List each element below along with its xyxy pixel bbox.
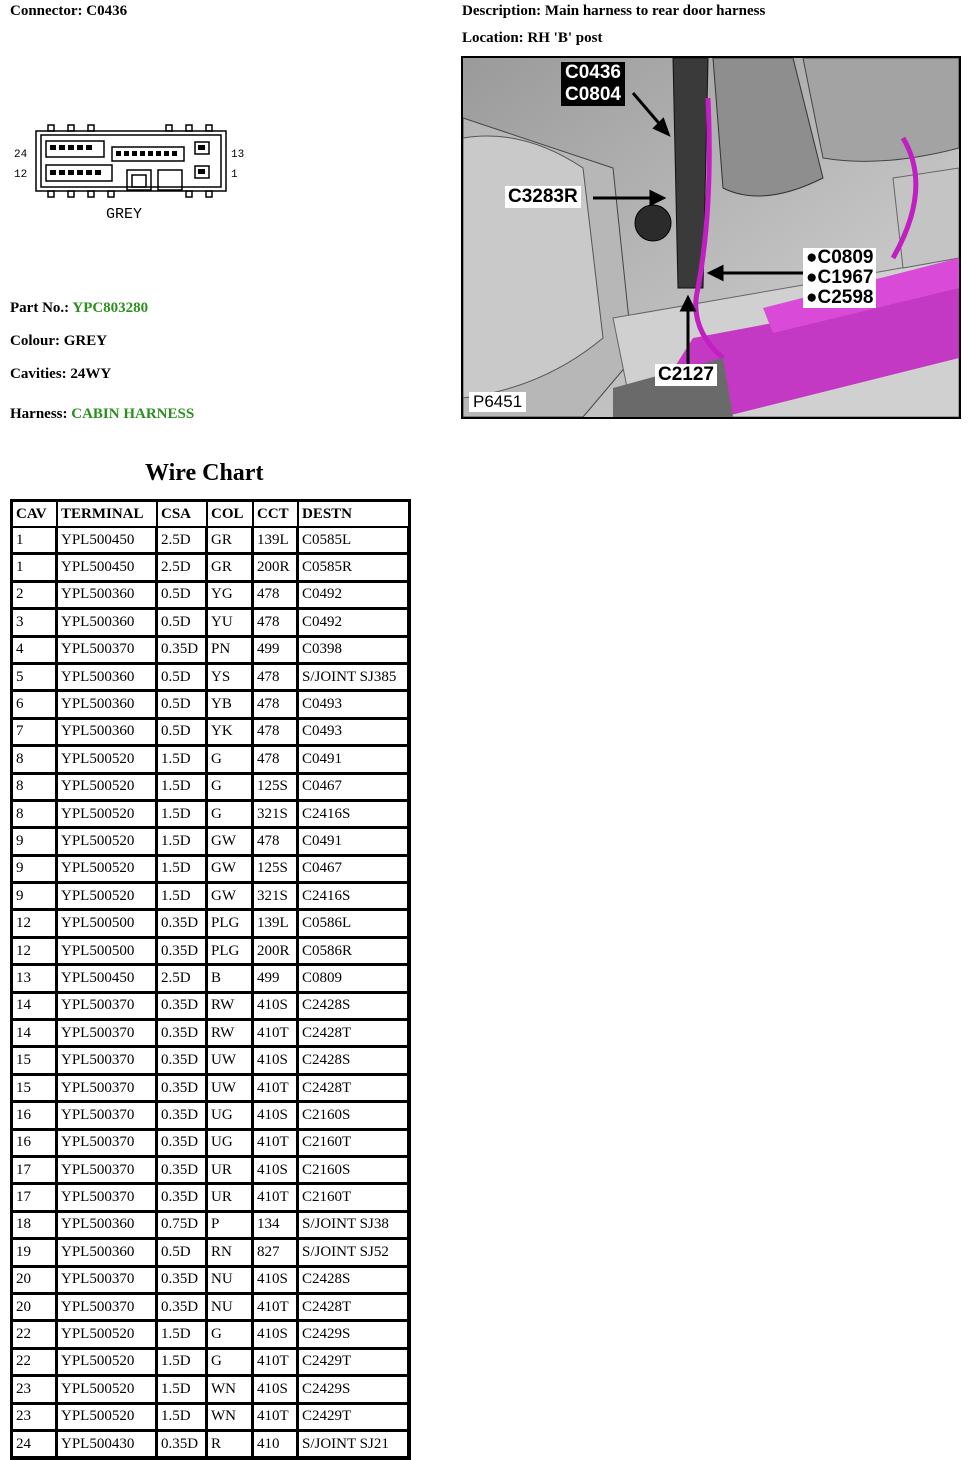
table-cell: YPL500360 xyxy=(57,691,157,718)
table-cell: 0.35D xyxy=(157,1020,207,1047)
table-cell: 8 xyxy=(12,774,57,801)
table-cell: YPL500370 xyxy=(57,637,157,664)
part-no-line xyxy=(10,300,148,317)
table-cell: 0.35D xyxy=(157,637,207,664)
table-cell: RW xyxy=(207,993,253,1020)
table-cell: 0.35D xyxy=(157,1075,207,1102)
pin-1-label: 1 xyxy=(231,169,238,181)
table-cell: 125S xyxy=(253,774,298,801)
table-cell: 20 xyxy=(12,1267,57,1294)
table-row xyxy=(12,1321,409,1348)
table-cell: 0.35D xyxy=(157,910,207,937)
harness-label: Harness: xyxy=(10,406,68,422)
location-value: RH 'B' post xyxy=(527,30,603,46)
table-cell: 0.5D xyxy=(157,719,207,746)
pin-12-label: 12 xyxy=(14,169,28,181)
table-cell: 6 xyxy=(12,691,57,718)
table-row xyxy=(12,664,409,691)
table-row xyxy=(12,527,409,554)
table-cell: 23 xyxy=(12,1404,57,1431)
table-row xyxy=(12,965,409,992)
table-cell: 0.5D xyxy=(157,609,207,636)
table-cell: C0493 xyxy=(298,691,409,718)
table-cell: 0.35D xyxy=(157,1267,207,1294)
table-cell: C2160S xyxy=(298,1157,409,1184)
callout-c3283r: C3283R xyxy=(505,186,581,208)
table-cell: 410S xyxy=(253,993,298,1020)
table-row xyxy=(12,609,409,636)
table-cell: 1.5D xyxy=(157,774,207,801)
table-cell: 1 xyxy=(12,554,57,581)
table-cell: YPL500520 xyxy=(57,1404,157,1431)
table-cell: YPL500520 xyxy=(57,801,157,828)
table-cell: 5 xyxy=(12,664,57,691)
table-cell: YPL500520 xyxy=(57,746,157,773)
table-cell: C2416S xyxy=(298,801,409,828)
table-cell: 827 xyxy=(253,1239,298,1266)
table-cell: YPL500520 xyxy=(57,856,157,883)
description-value: Main harness to rear door harness xyxy=(544,3,766,19)
table-cell: NU xyxy=(207,1294,253,1321)
table-cell: C2429S xyxy=(298,1376,409,1403)
table-cell: B xyxy=(207,965,253,992)
table-row xyxy=(12,828,409,855)
table-row xyxy=(12,1349,409,1376)
table-cell: 2.5D xyxy=(157,965,207,992)
connector-face-diagram xyxy=(12,120,252,228)
table-cell: RN xyxy=(207,1239,253,1266)
table-row xyxy=(12,637,409,664)
wire-chart-table xyxy=(10,499,411,1460)
table-cell: 1.5D xyxy=(157,746,207,773)
pin-13-label: 13 xyxy=(231,149,245,161)
table-row xyxy=(12,1267,409,1294)
harness-line xyxy=(10,406,194,423)
table-cell: 410S xyxy=(253,1102,298,1129)
column-header: CAV xyxy=(12,501,57,527)
table-cell: GR xyxy=(207,527,253,554)
table-cell: 0.35D xyxy=(157,938,207,965)
table-cell: 478 xyxy=(253,582,298,609)
table-cell: 0.5D xyxy=(157,1239,207,1266)
table-cell: 0.35D xyxy=(157,1294,207,1321)
table-row xyxy=(12,1130,409,1157)
table-cell: PN xyxy=(207,637,253,664)
table-cell: C0586L xyxy=(298,910,409,937)
table-cell: YPL500520 xyxy=(57,883,157,910)
connector-colour-text: GREY xyxy=(106,206,143,223)
table-cell: C2428T xyxy=(298,1294,409,1321)
callout-c0809: ●C0809 xyxy=(806,247,874,268)
table-cell: G xyxy=(207,801,253,828)
table-cell: 499 xyxy=(253,637,298,664)
table-cell: 17 xyxy=(12,1157,57,1184)
table-cell: NU xyxy=(207,1267,253,1294)
table-cell: 8 xyxy=(12,746,57,773)
table-cell: 8 xyxy=(12,801,57,828)
table-cell: WN xyxy=(207,1376,253,1403)
table-cell: 16 xyxy=(12,1102,57,1129)
table-cell: 410S xyxy=(253,1376,298,1403)
table-row xyxy=(12,719,409,746)
table-cell: 0.35D xyxy=(157,1157,207,1184)
table-cell: C0467 xyxy=(298,774,409,801)
table-cell: C2416S xyxy=(298,883,409,910)
table-cell: RW xyxy=(207,1020,253,1047)
callout-group-right xyxy=(803,248,876,308)
location-label: Location: xyxy=(462,30,524,46)
table-cell: PLG xyxy=(207,938,253,965)
table-cell: 0.35D xyxy=(157,993,207,1020)
table-cell: 1 xyxy=(12,527,57,554)
table-cell: WN xyxy=(207,1404,253,1431)
table-cell: 20 xyxy=(12,1294,57,1321)
table-cell: 1.5D xyxy=(157,883,207,910)
table-row xyxy=(12,1294,409,1321)
table-cell: C2429T xyxy=(298,1404,409,1431)
colour-value: GREY xyxy=(63,333,108,349)
table-cell: C2428S xyxy=(298,1047,409,1074)
connector-label: Connector: xyxy=(10,3,83,19)
table-cell: C0585L xyxy=(298,527,409,554)
table-cell: YPL500360 xyxy=(57,1239,157,1266)
table-row xyxy=(12,1020,409,1047)
table-cell: C0492 xyxy=(298,582,409,609)
table-row xyxy=(12,801,409,828)
column-header: CCT xyxy=(253,501,298,527)
cavities-label: Cavities: xyxy=(10,366,67,382)
table-cell: YPL500360 xyxy=(57,1212,157,1239)
table-cell: UG xyxy=(207,1102,253,1129)
table-cell: C2428T xyxy=(298,1020,409,1047)
table-cell: G xyxy=(207,1321,253,1348)
table-cell: 478 xyxy=(253,691,298,718)
callout-c0804: C0804 xyxy=(565,84,621,105)
table-cell: 1.5D xyxy=(157,1376,207,1403)
table-cell: YPL500450 xyxy=(57,965,157,992)
table-cell: YPL500360 xyxy=(57,582,157,609)
table-cell: YPL500370 xyxy=(57,1294,157,1321)
table-row xyxy=(12,746,409,773)
table-cell: 1.5D xyxy=(157,1321,207,1348)
table-cell: YPL500520 xyxy=(57,828,157,855)
table-cell: 410S xyxy=(253,1321,298,1348)
table-cell: 23 xyxy=(12,1376,57,1403)
table-row xyxy=(12,910,409,937)
table-cell: YPL500370 xyxy=(57,1184,157,1211)
table-cell: C0492 xyxy=(298,609,409,636)
table-cell: 410T xyxy=(253,1349,298,1376)
table-cell: 9 xyxy=(12,828,57,855)
table-cell: C0809 xyxy=(298,965,409,992)
table-cell: 125S xyxy=(253,856,298,883)
table-cell: 22 xyxy=(12,1321,57,1348)
table-cell: C0585R xyxy=(298,554,409,581)
table-cell: 410T xyxy=(253,1294,298,1321)
table-cell: 1.5D xyxy=(157,1349,207,1376)
table-cell: YPL500360 xyxy=(57,609,157,636)
table-cell: 410T xyxy=(253,1184,298,1211)
table-row xyxy=(12,691,409,718)
table-cell: C2429S xyxy=(298,1321,409,1348)
table-cell: 321S xyxy=(253,883,298,910)
table-cell: YS xyxy=(207,664,253,691)
table-cell: S/JOINT SJ385 xyxy=(298,664,409,691)
table-cell: C2160T xyxy=(298,1184,409,1211)
column-header: TERMINAL xyxy=(57,501,157,527)
table-cell: YPL500520 xyxy=(57,1349,157,1376)
table-cell: 7 xyxy=(12,719,57,746)
table-cell: 15 xyxy=(12,1047,57,1074)
photo-id: P6451 xyxy=(469,392,526,412)
table-cell: 0.35D xyxy=(157,1047,207,1074)
table-cell: 24 xyxy=(12,1431,57,1458)
table-cell: 0.35D xyxy=(157,1130,207,1157)
table-cell: UW xyxy=(207,1047,253,1074)
table-row xyxy=(12,774,409,801)
table-row xyxy=(12,1075,409,1102)
callout-c0436-c0804 xyxy=(561,62,625,106)
callout-c1967: ●C1967 xyxy=(806,267,874,288)
table-cell: C2160S xyxy=(298,1102,409,1129)
table-cell: 2.5D xyxy=(157,554,207,581)
table-cell: C0586R xyxy=(298,938,409,965)
table-cell: UW xyxy=(207,1075,253,1102)
cavities-line xyxy=(10,366,111,383)
table-cell: YPL500370 xyxy=(57,1130,157,1157)
connector-heading xyxy=(10,3,127,20)
description-label: Description: xyxy=(462,3,542,19)
table-cell: C0491 xyxy=(298,828,409,855)
table-cell: YG xyxy=(207,582,253,609)
table-cell: YPL500500 xyxy=(57,910,157,937)
table-cell: 321S xyxy=(253,801,298,828)
table-row xyxy=(12,1184,409,1211)
cavities-value: 24WY xyxy=(70,366,112,382)
table-cell: 410 xyxy=(253,1431,298,1458)
table-cell: 15 xyxy=(12,1075,57,1102)
table-cell: 410T xyxy=(253,1130,298,1157)
table-row xyxy=(12,1239,409,1266)
table-cell: PLG xyxy=(207,910,253,937)
table-cell: 2 xyxy=(12,582,57,609)
callout-c2598: ●C2598 xyxy=(806,287,874,308)
table-row xyxy=(12,856,409,883)
table-cell: 3 xyxy=(12,609,57,636)
table-cell: 14 xyxy=(12,993,57,1020)
table-cell: G xyxy=(207,774,253,801)
table-cell: YK xyxy=(207,719,253,746)
table-row xyxy=(12,1404,409,1431)
wire-chart-title: Wire Chart xyxy=(145,460,264,486)
table-cell: 14 xyxy=(12,1020,57,1047)
table-cell: R xyxy=(207,1431,253,1458)
table-cell: YPL500370 xyxy=(57,1047,157,1074)
table-cell: 13 xyxy=(12,965,57,992)
table-row xyxy=(12,582,409,609)
table-cell: C0398 xyxy=(298,637,409,664)
colour-line xyxy=(10,333,107,350)
column-header: CSA xyxy=(157,501,207,527)
table-cell: 17 xyxy=(12,1184,57,1211)
description-line xyxy=(462,3,765,20)
table-cell: 1.5D xyxy=(157,1404,207,1431)
part-no-label: Part No.: xyxy=(10,300,70,316)
table-cell: YB xyxy=(207,691,253,718)
table-header-row xyxy=(12,501,409,527)
table-cell: 1.5D xyxy=(157,856,207,883)
table-cell: S/JOINT SJ21 xyxy=(298,1431,409,1458)
table-cell: YPL500370 xyxy=(57,1157,157,1184)
part-no-link[interactable]: YPC803280 xyxy=(72,300,149,316)
table-cell: C0493 xyxy=(298,719,409,746)
table-cell: C2429T xyxy=(298,1349,409,1376)
table-cell: 410T xyxy=(253,1404,298,1431)
table-cell: YPL500520 xyxy=(57,774,157,801)
table-cell: UG xyxy=(207,1130,253,1157)
table-cell: GW xyxy=(207,883,253,910)
table-cell: 16 xyxy=(12,1130,57,1157)
table-row xyxy=(12,883,409,910)
table-cell: 478 xyxy=(253,746,298,773)
colour-label: Colour: xyxy=(10,333,60,349)
table-cell: C2428T xyxy=(298,1075,409,1102)
callout-c2127: C2127 xyxy=(655,364,717,386)
table-row xyxy=(12,1431,409,1458)
table-cell: 0.35D xyxy=(157,1431,207,1458)
table-cell: G xyxy=(207,1349,253,1376)
table-cell: 2.5D xyxy=(157,527,207,554)
table-row xyxy=(12,1102,409,1129)
table-cell: 499 xyxy=(253,965,298,992)
table-cell: 410T xyxy=(253,1020,298,1047)
table-cell: 134 xyxy=(253,1212,298,1239)
table-cell: 0.35D xyxy=(157,1184,207,1211)
table-cell: YPL500370 xyxy=(57,1020,157,1047)
table-cell: 0.35D xyxy=(157,1102,207,1129)
table-cell: GR xyxy=(207,554,253,581)
pin-24-label: 24 xyxy=(14,149,28,161)
table-cell: YPL500500 xyxy=(57,938,157,965)
table-cell: 0.75D xyxy=(157,1212,207,1239)
table-cell: 200R xyxy=(253,554,298,581)
table-cell: GW xyxy=(207,828,253,855)
table-cell: 9 xyxy=(12,856,57,883)
table-row xyxy=(12,1157,409,1184)
table-cell: 22 xyxy=(12,1349,57,1376)
wire-chart-body xyxy=(12,527,409,1458)
location-line xyxy=(462,30,602,47)
table-cell: YPL500370 xyxy=(57,993,157,1020)
column-header: DESTN xyxy=(298,501,409,527)
table-cell: YPL500370 xyxy=(57,1075,157,1102)
table-row xyxy=(12,993,409,1020)
table-cell: S/JOINT SJ38 xyxy=(298,1212,409,1239)
table-cell: C2160T xyxy=(298,1130,409,1157)
table-cell: 410T xyxy=(253,1075,298,1102)
table-cell: 410S xyxy=(253,1157,298,1184)
table-cell: 12 xyxy=(12,938,57,965)
table-cell: 200R xyxy=(253,938,298,965)
table-cell: 139L xyxy=(253,527,298,554)
table-cell: P xyxy=(207,1212,253,1239)
table-cell: 0.5D xyxy=(157,664,207,691)
table-row xyxy=(12,938,409,965)
table-row xyxy=(12,1047,409,1074)
harness-link[interactable]: CABIN HARNESS xyxy=(71,406,195,422)
table-cell: YPL500430 xyxy=(57,1431,157,1458)
table-cell: 478 xyxy=(253,664,298,691)
table-cell: 0.5D xyxy=(157,691,207,718)
table-cell: 478 xyxy=(253,609,298,636)
table-cell: YPL500360 xyxy=(57,664,157,691)
callout-c0436: C0436 xyxy=(565,62,621,83)
connector-id: C0436 xyxy=(86,3,128,19)
table-cell: 478 xyxy=(253,828,298,855)
table-cell: C0491 xyxy=(298,746,409,773)
table-cell: YPL500520 xyxy=(57,1376,157,1403)
column-header: COL xyxy=(207,501,253,527)
table-cell: G xyxy=(207,746,253,773)
location-photo xyxy=(461,56,961,419)
table-cell: C2428S xyxy=(298,993,409,1020)
table-cell: 4 xyxy=(12,637,57,664)
table-cell: 410S xyxy=(253,1047,298,1074)
table-row xyxy=(12,1212,409,1239)
table-cell: 1.5D xyxy=(157,828,207,855)
table-cell: 18 xyxy=(12,1212,57,1239)
table-cell: S/JOINT SJ52 xyxy=(298,1239,409,1266)
table-cell: 9 xyxy=(12,883,57,910)
table-cell: 1.5D xyxy=(157,801,207,828)
table-cell: UR xyxy=(207,1184,253,1211)
table-cell: YPL500450 xyxy=(57,527,157,554)
table-cell: 410S xyxy=(253,1267,298,1294)
table-cell: GW xyxy=(207,856,253,883)
table-cell: YU xyxy=(207,609,253,636)
table-cell: C0467 xyxy=(298,856,409,883)
table-cell: 19 xyxy=(12,1239,57,1266)
table-cell: YPL500450 xyxy=(57,554,157,581)
table-cell: YPL500520 xyxy=(57,1321,157,1348)
table-cell: YPL500370 xyxy=(57,1267,157,1294)
table-cell: UR xyxy=(207,1157,253,1184)
table-cell: C2428S xyxy=(298,1267,409,1294)
table-row xyxy=(12,554,409,581)
table-cell: 0.5D xyxy=(157,582,207,609)
table-cell: 139L xyxy=(253,910,298,937)
table-cell: YPL500360 xyxy=(57,719,157,746)
table-row xyxy=(12,1376,409,1403)
table-cell: 12 xyxy=(12,910,57,937)
table-cell: 478 xyxy=(253,719,298,746)
table-cell: YPL500370 xyxy=(57,1102,157,1129)
